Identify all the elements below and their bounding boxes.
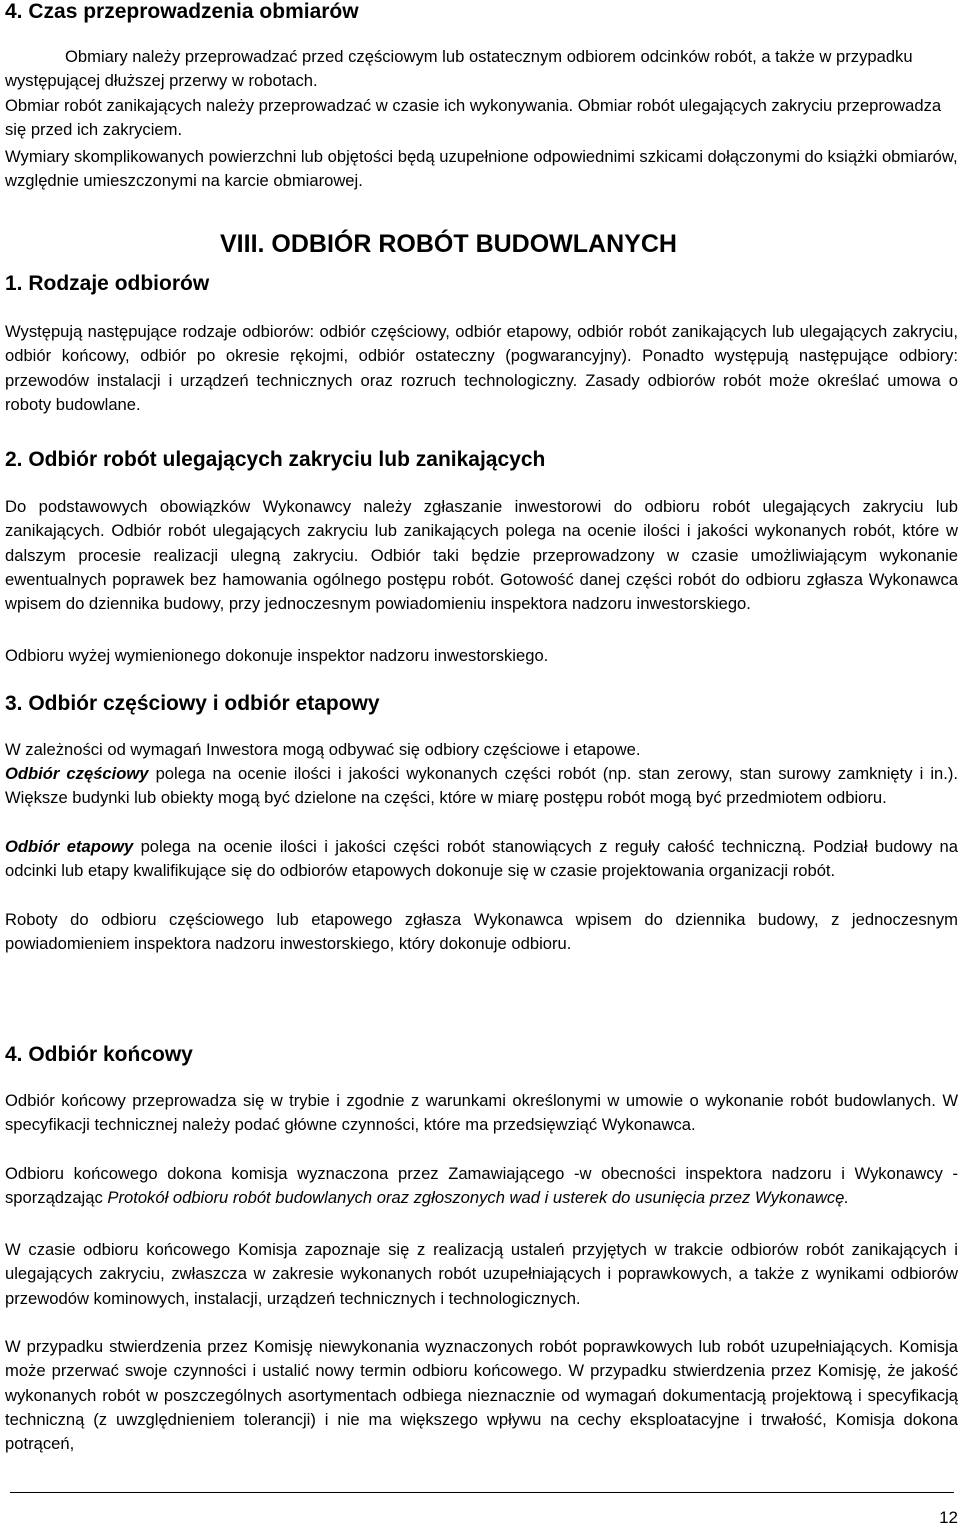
paragraph: [5, 835, 958, 884]
section-heading-final-acceptance: 4. Odbiór końcowy: [5, 1043, 193, 1066]
paragraph: Odbioru wyżej wymienionego dokonuje inspektor nadzoru inwestorskiego.: [5, 646, 549, 665]
footer-divider: [10, 1492, 954, 1493]
paragraph: [5, 762, 958, 811]
term-stage-acceptance: Odbiór etapowy: [5, 837, 134, 856]
page-number: 12: [939, 1508, 958, 1527]
paragraph: W czasie odbioru końcowego Komisja zapoznaje się z realizacją ustaleń przyjętych w trakcie odbiorów robót zanikających i ulegających zakryciu, zwłaszcza w zakresie wykonanych robót uzupełniających i poprawkowych, a także z wynikami odbiorów przewodów kominowych, instalacji, urządzeń technicznych i technologicznych.: [5, 1240, 958, 1308]
section-heading-partial-stage: 3. Odbiór częściowy i odbiór etapowy: [5, 692, 380, 715]
paragraph: Wymiary skomplikowanych powierzchni lub objętości będą uzupełnione odpowiednimi szkicami dołączonymi do książki obmiarów, względnie umieszczonymi na karcie obmiarowej.: [5, 147, 958, 191]
paragraph: Do podstawowych obowiązków Wykonawcy należy zgłaszanie inwestorowi do odbioru robót ulegających zakryciu lub zanikających. Odbiór robót ulegających zakryciu lub zanikających polega na ocenie ilości i jakości wykonanych robót, które w dalszym procesie realizacji ulegną zakryciu. Odbiór taki będzie przeprowadzony w czasie umożliwiającym wykonanie ewentualnych poprawek bez hamowania ogólnego postępu robót. Gotowość danej części robót do odbioru zgłasza Wykonawca wpisem do dziennika budowy, przy jednoczesnym powiadomieniu inspektora nadzoru inwestorskiego.: [5, 497, 958, 614]
section-heading-measurement-time: 4. Czas przeprowadzenia obmiarów: [5, 0, 359, 23]
paragraph: Odbiór końcowy przeprowadza się w trybie i zgodnie z warunkami określonymi w umowie o wykonanie robót budowlanych. W specyfikacji technicznej należy podać główne czynności, które ma przedsięwziąć Wykonawca.: [5, 1091, 958, 1135]
protocol-title: Protokół odbioru robót budowlanych oraz zgłoszonych wad i usterek do usunięcia przez Wykonawcę.: [107, 1188, 849, 1208]
paragraph-text: polega na ocenie ilości i jakości części robót stanowiących z reguły całość techniczną. Podział budowy na odcinki lub etapy kwalifikujące się do odbiorów etapowych dokonuje się w czasie projektowania organizacji robót.: [5, 837, 958, 881]
paragraph: Występują następujące rodzaje odbiorów: odbiór częściowy, odbiór etapowy, odbiór robót zanikających lub ulegających zakryciu, odbiór końcowy, odbiór po okresie rękojmi, odbiór ostateczny (pogwarancyjny). Ponadto występują następujące odbiory: przewodów instalacji i urządzeń technicznych oraz rozruch technologiczny. Zasady odbiorów robót może określać umowa o roboty budowlane.: [5, 322, 958, 414]
chapter-title: VIII. ODBIÓR ROBÓT BUDOWLANYCH: [220, 230, 677, 258]
paragraph-text: polega na ocenie ilości i jakości wykonanych części robót (np. stan zerowy, stan surowy zamknięty i in.). Większe budynki lub obiekty mogą być dzielone na części, które w miarę postępu robót mogą być przedmiotem odbioru.: [5, 764, 958, 808]
paragraph: [5, 1162, 958, 1211]
paragraph: W zależności od wymagań Inwestora mogą odbywać się odbiory częściowe i etapowe.: [5, 740, 641, 759]
term-partial-acceptance: Odbiór częściowy: [5, 764, 149, 783]
paragraph: Obmiary należy przeprowadzać przed częściowym lub ostatecznym odbiorem odcinków robót, a także w przypadku występującej dłuższej przerwy w robotach.: [5, 47, 913, 91]
paragraph: W przypadku stwierdzenia przez Komisję niewykonania wyznaczonych robót poprawkowych lub robót uzupełniających. Komisja może przerwać swoje czynności i ustalić nowy termin odbioru końcowego. W przypadku stwierdzenia przez Komisję, że jakość wykonanych robót w poszczególnych asortymentach odbiega nieznacznie od wymagań dokumentacją projektową i specyfikacją techniczną (z uwzględnieniem tolerancji) i nie ma większego wpływu na cechy eksploatacyjne i trwałość, Komisja dokona potrąceń,: [5, 1337, 958, 1454]
section-heading-covered-works: 2. Odbiór robót ulegających zakryciu lub zanikających: [5, 448, 546, 471]
section-heading-acceptance-types: 1. Rodzaje odbiorów: [5, 272, 210, 295]
paragraph-text: Odbioru końcowego dokona komisja wyznaczona przez Zamawiającego -w obecności inspektora nadzoru i Wykonawcy - sporządzając: [5, 1164, 958, 1208]
paragraph: Obmiar robót zanikających należy przeprowadzać w czasie ich wykonywania. Obmiar robót ulegających zakryciu przeprowadza się przed ich zakryciem.: [5, 96, 942, 140]
paragraph: Roboty do odbioru częściowego lub etapowego zgłasza Wykonawca wpisem do dziennika budowy, z jednoczesnym powiadomieniem inspektora nadzoru inwestorskiego, który dokonuje odbioru.: [5, 910, 958, 954]
